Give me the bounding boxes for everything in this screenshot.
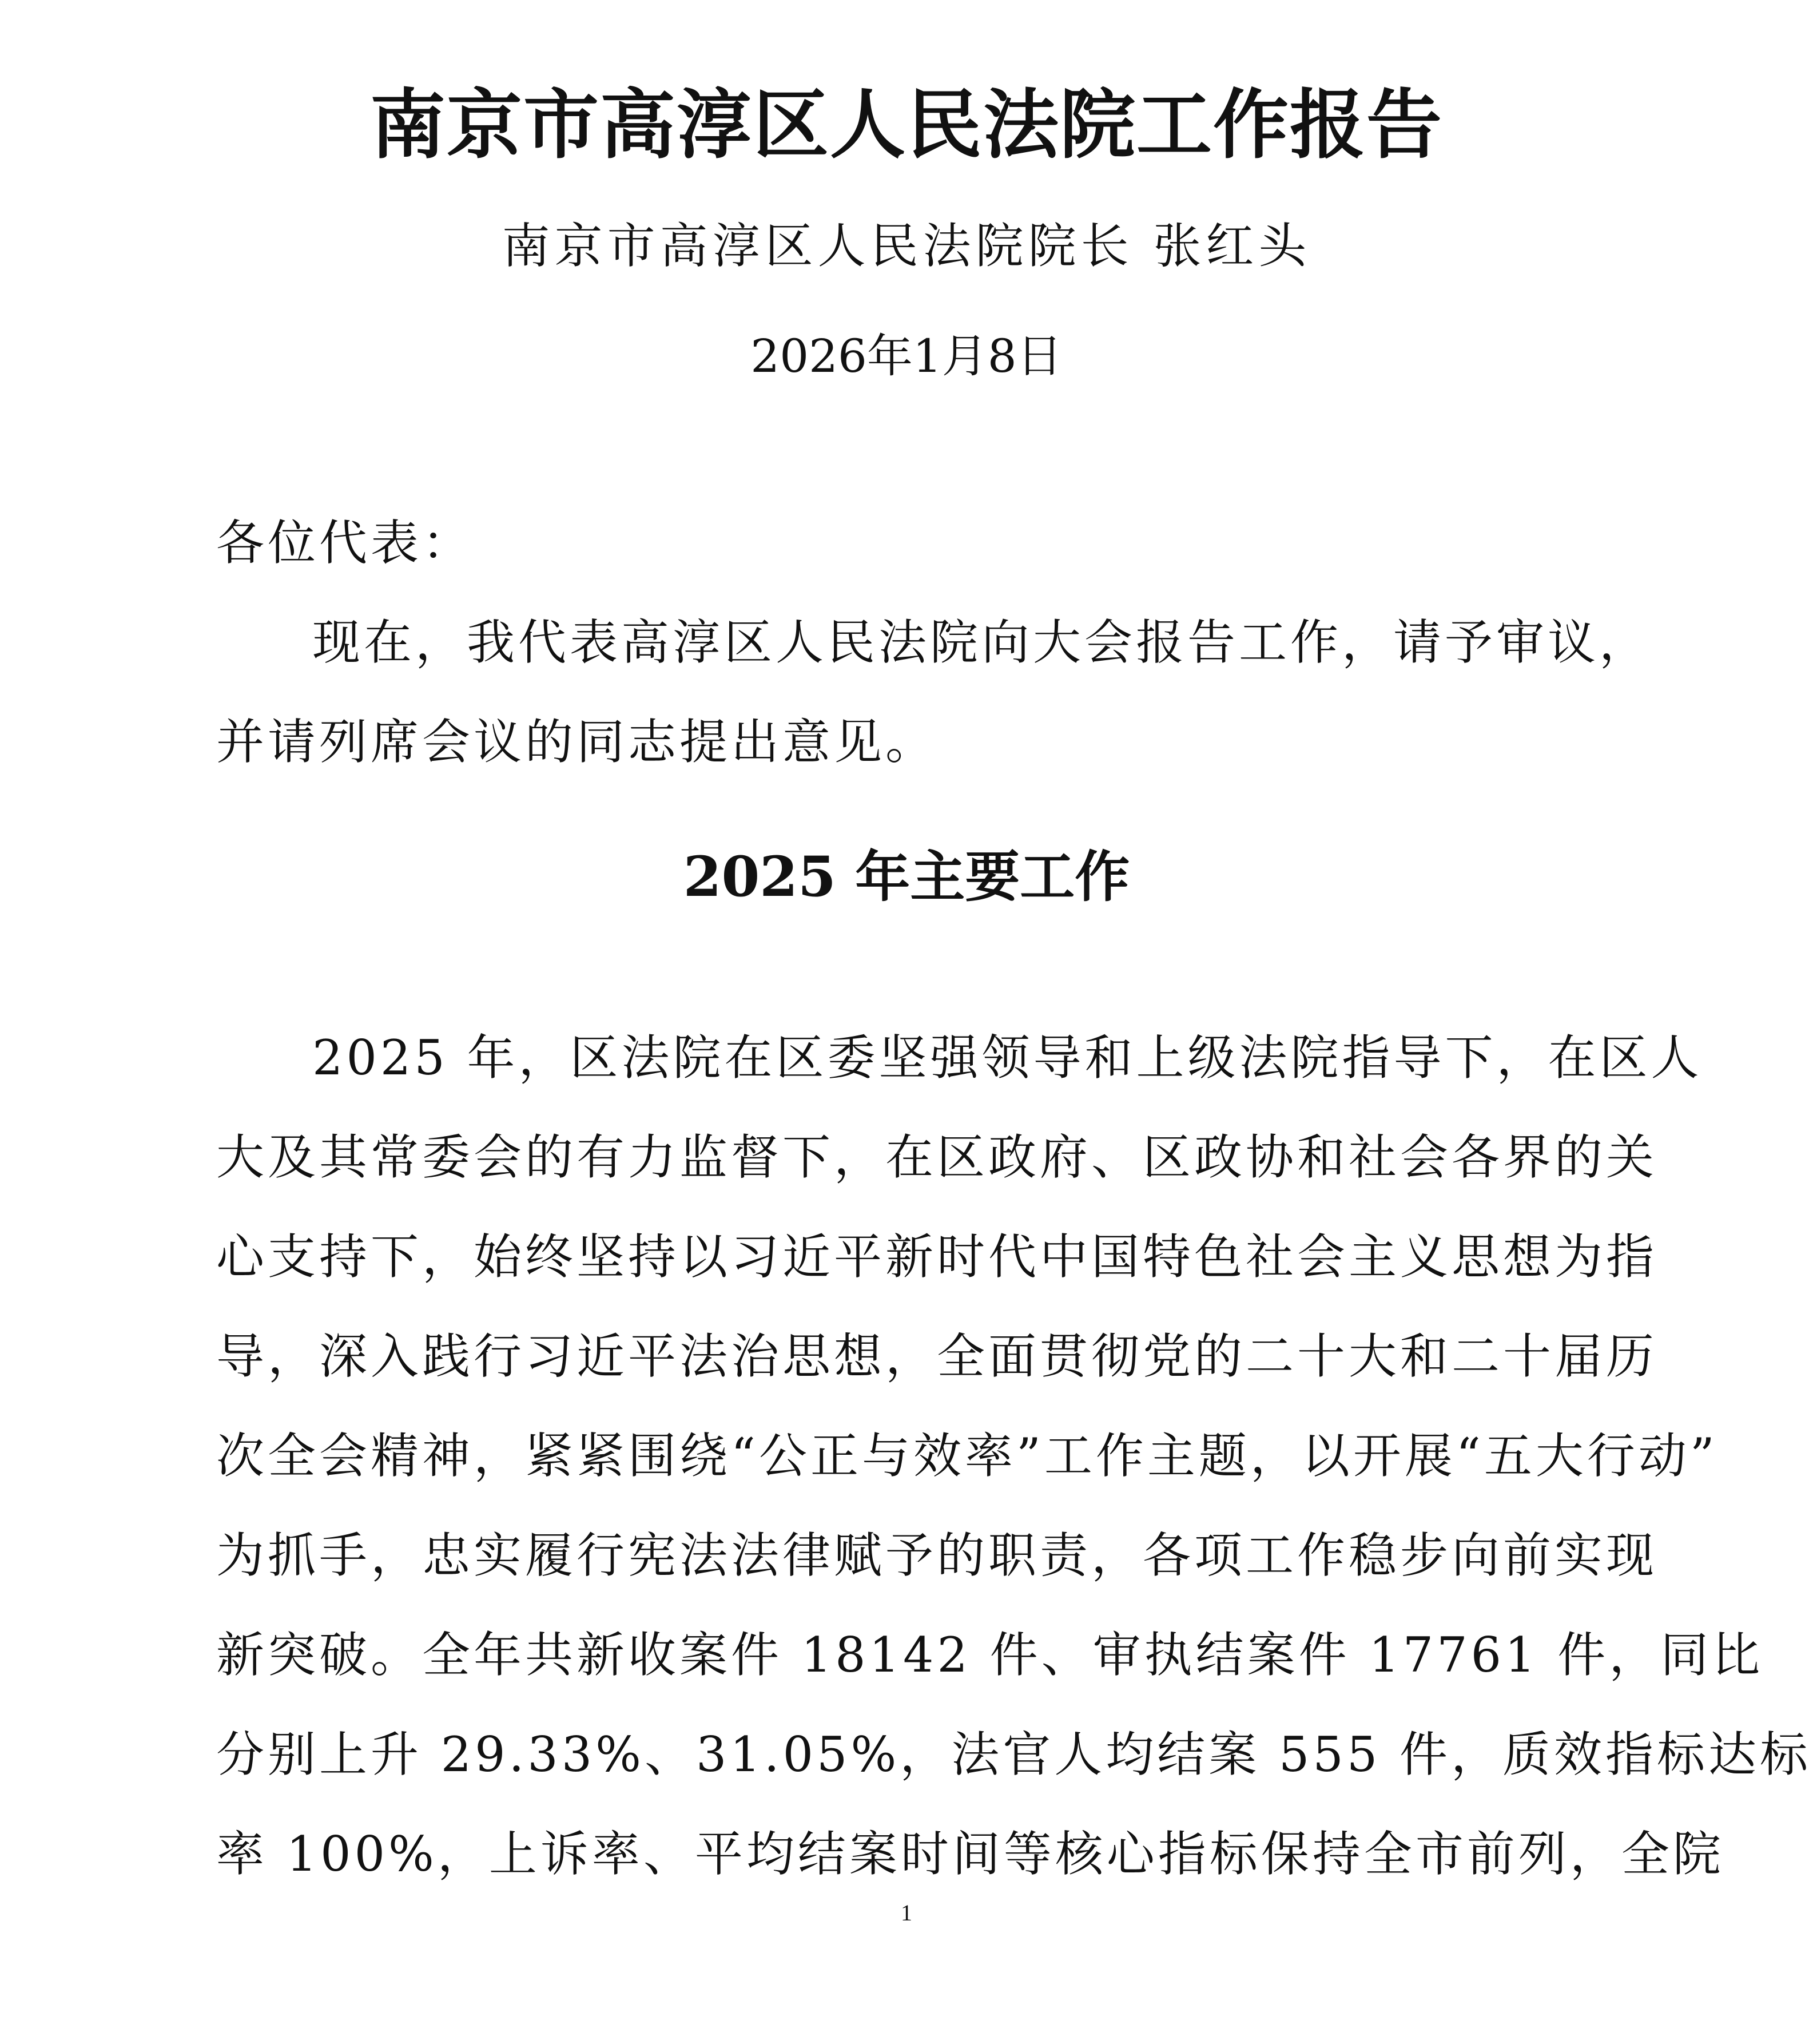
body-paragraph (216, 1008, 1812, 1904)
body-line: 次全会精神，紧紧围绕“公正与效率”工作主题，以开展“五大行动” (216, 1428, 1718, 1484)
body-line: 新突破。全年共新收案件 18142 件、审执结案件 17761 件，同比 (216, 1627, 1764, 1683)
section-heading: 2025 年主要工作 (683, 844, 1130, 909)
body-line: 为抓手，忠实履行宪法法律赋予的职责，各项工作稳步向前实现 (216, 1527, 1658, 1583)
intro-line: 现在，我代表高淳区人民法院向大会报告工作，请予审议， (312, 614, 1651, 670)
intro-line: 并请列席会议的同志提出意见。 (216, 714, 937, 770)
body-line: 大及其常委会的有力监督下，在区政府、区政协和社会各界的关 (216, 1129, 1658, 1185)
page-number: 1 (901, 1900, 912, 1926)
body-line: 分别上升 29.33%、31.05%，法官人均结案 555 件，质效指标达标 (216, 1727, 1812, 1783)
report-author: 南京市高淳区人民法院院长 张红头 (502, 218, 1311, 274)
intro-paragraph (216, 593, 1651, 792)
body-line: 率 100%，上诉率、平均结案时间等核心指标保持全市前列，全院 (216, 1826, 1724, 1882)
body-line: 2025 年，区法院在区委坚强领导和上级法院指导下，在区人 (312, 1030, 1703, 1086)
greeting (216, 493, 1600, 593)
body-line: 心支持下，始终坚持以习近平新时代中国特色社会主义思想为指 (216, 1229, 1658, 1285)
body-line: 导，深入践行习近平法治思想，全面贯彻党的二十大和二十届历 (216, 1328, 1658, 1384)
report-title: 南京市高淳区人民法院工作报告 (370, 81, 1443, 169)
report-date: 2026年1月8日 (750, 330, 1063, 383)
greeting-line: 各位代表： (216, 515, 474, 571)
